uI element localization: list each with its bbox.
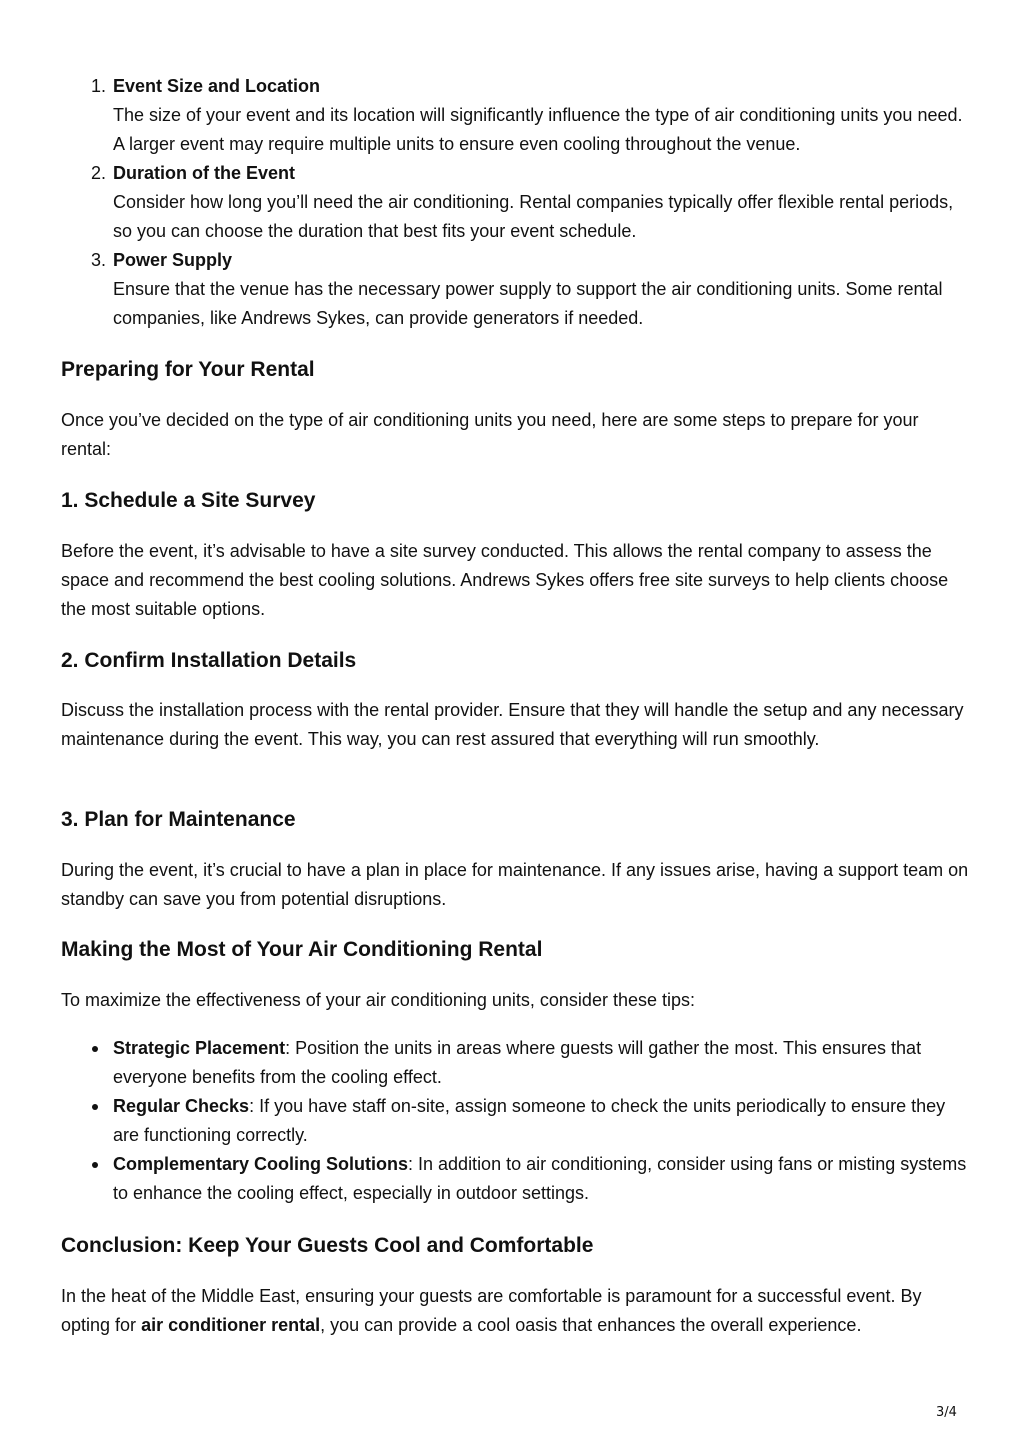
list-item <box>61 159 971 246</box>
list-number: 1. <box>91 76 107 96</box>
bullet-icon <box>92 1046 98 1052</box>
section-heading: Conclusion: Keep Your Guests Cool and Comfortable <box>61 1234 594 1257</box>
paragraph: To maximize the effectiveness of your air conditioning units, consider these tips: <box>61 990 695 1010</box>
paragraph: Once you’ve decided on the type of air conditioning units you need, here are some steps to prepare for your rental: <box>61 410 919 459</box>
list-number: 2. <box>91 163 107 183</box>
list-item-text: Ensure that the venue has the necessary power supply to support the air conditioning units. Some rental companies, like Andrews Sykes, can provide generators if needed. <box>113 279 943 328</box>
list-item-text: Consider how long you’ll need the air conditioning. Rental companies typically offer flexible rental periods, so you can choose the duration that best fits your event schedule. <box>113 192 954 241</box>
list-item-text: : If you have staff on-site, assign someone to check the units periodically to ensure they are functioning correctly. <box>113 1096 946 1145</box>
list-item <box>61 72 971 159</box>
tips-list <box>61 1034 971 1208</box>
bullet-icon <box>92 1162 98 1168</box>
list-item <box>61 246 971 333</box>
list-item-text: : Position the units in areas where guests will gather the most. This ensures that everyone benefits from the cooling effect. <box>113 1038 922 1087</box>
list-item-text: The size of your event and its location will significantly influence the type of air conditioning units you need. A larger event may require multiple units to ensure even cooling throughout the venue. <box>113 105 963 154</box>
section-heading: Preparing for Your Rental <box>61 358 315 381</box>
list-item <box>61 1034 971 1092</box>
list-item-title: Strategic Placement <box>113 1038 286 1058</box>
paragraph: Before the event, it’s advisable to have a site survey conducted. This allows the rental company to assess the space and recommend the best cooling solutions. Andrews Sykes offers free site surveys to help clients choose the most suitable options. <box>61 541 949 619</box>
paragraph: Discuss the installation process with the rental provider. Ensure that they will handle the setup and any necessary maintenance during the event. This way, you can rest assured that everything will run smoothly. <box>61 700 964 749</box>
list-item-title: Regular Checks <box>113 1096 250 1116</box>
list-number: 3. <box>91 250 107 270</box>
section-heading: 3. Plan for Maintenance <box>61 808 296 831</box>
paragraph-text: , you can provide a cool oasis that enhances the overall experience. <box>320 1315 862 1335</box>
bold-keyword: air conditioner rental <box>141 1315 321 1335</box>
list-item-title: Complementary Cooling Solutions <box>113 1154 409 1174</box>
list-item <box>61 1092 971 1150</box>
paragraph <box>61 1282 971 1340</box>
section-heading: 2. Confirm Installation Details <box>61 649 357 672</box>
list-item-title: Duration of the Event <box>113 163 296 183</box>
list-item-text: : In addition to air conditioning, consider using fans or misting systems to enhance the cooling effect, especially in outdoor settings. <box>113 1154 967 1203</box>
paragraph: During the event, it’s crucial to have a plan in place for maintenance. If any issues arise, having a support team on standby can save you from potential disruptions. <box>61 860 969 909</box>
section-heading: 1. Schedule a Site Survey <box>61 489 316 512</box>
list-item-title: Event Size and Location <box>113 76 321 96</box>
factors-list <box>61 72 971 333</box>
paragraph-text: In the heat of the Middle East, ensuring your guests are comfortable is paramount for a successful event. By opting for <box>61 1286 922 1335</box>
list-item-title: Power Supply <box>113 250 233 270</box>
page-number: 3/4 <box>936 1405 957 1420</box>
section-heading: Making the Most of Your Air Conditioning Rental <box>61 938 543 961</box>
bullet-icon <box>92 1104 98 1110</box>
list-item <box>61 1150 971 1208</box>
